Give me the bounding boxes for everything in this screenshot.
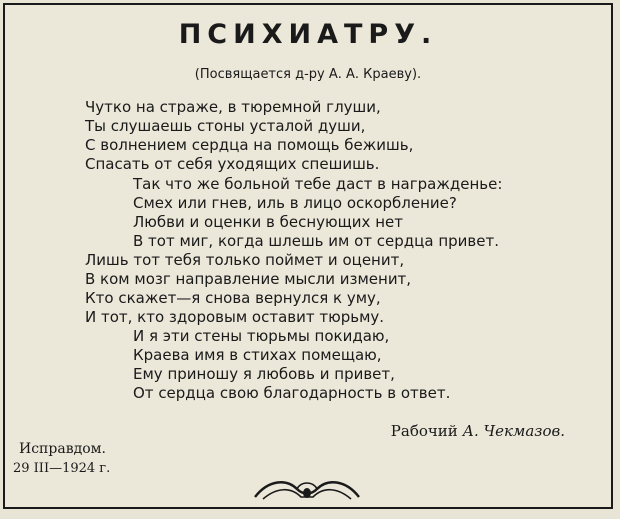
poem-line: Ему приношу я любовь и привет, <box>133 365 395 383</box>
stanza-3 <box>85 251 411 327</box>
poem-line: И тот, кто здоровым оставит тюрьму. <box>85 308 385 326</box>
poem-line: Так что же больной тебе даст в награжденье: <box>133 175 503 193</box>
poem-line: И я эти стены тюрьмы покидаю, <box>133 327 390 345</box>
signature-name: А. Чекмазов. <box>462 422 565 440</box>
document-page <box>3 3 613 509</box>
signature <box>391 422 565 440</box>
poem-line: Чутко на страже, в тюремной глуши, <box>85 98 381 116</box>
poem-line: Лишь тот тебя только поймет и оценит, <box>85 251 405 269</box>
poem-line: Кто скажет—я снова вернулся к уму, <box>85 289 381 307</box>
poem-line: Краева имя в стихах помещаю, <box>133 346 382 364</box>
poem-line: Ты слушаешь стоны усталой души, <box>85 117 366 135</box>
poem-line: Любви и оценки в беснующих нет <box>133 213 403 231</box>
stanza-4 <box>133 327 450 403</box>
place-label: Исправдом. <box>19 441 106 457</box>
poem-line: Спасать от себя уходящих спешишь. <box>85 155 380 173</box>
poem-line: В ком мозг направление мысли изменит, <box>85 270 412 288</box>
poem-line: От сердца свою благодарность в ответ. <box>133 384 451 402</box>
stanza-2 <box>133 175 502 251</box>
poem-line: В тот миг, когда шлешь им от сердца привет. <box>133 232 499 250</box>
poem-line: С волнением сердца на помощь бежишь, <box>85 136 414 154</box>
stanza-1 <box>85 98 413 174</box>
poem-title: ПСИХИАТРУ. <box>178 19 438 50</box>
poem-dedication: (Посвящается д-ру А. А. Краеву). <box>194 67 422 82</box>
date-label: 29 III—1924 г. <box>13 461 111 476</box>
signature-role: Рабочий <box>390 422 458 440</box>
art-nouveau-flourish-icon <box>251 475 363 503</box>
poem-line: Смех или гнев, иль в лицо оскорбление? <box>133 194 457 212</box>
